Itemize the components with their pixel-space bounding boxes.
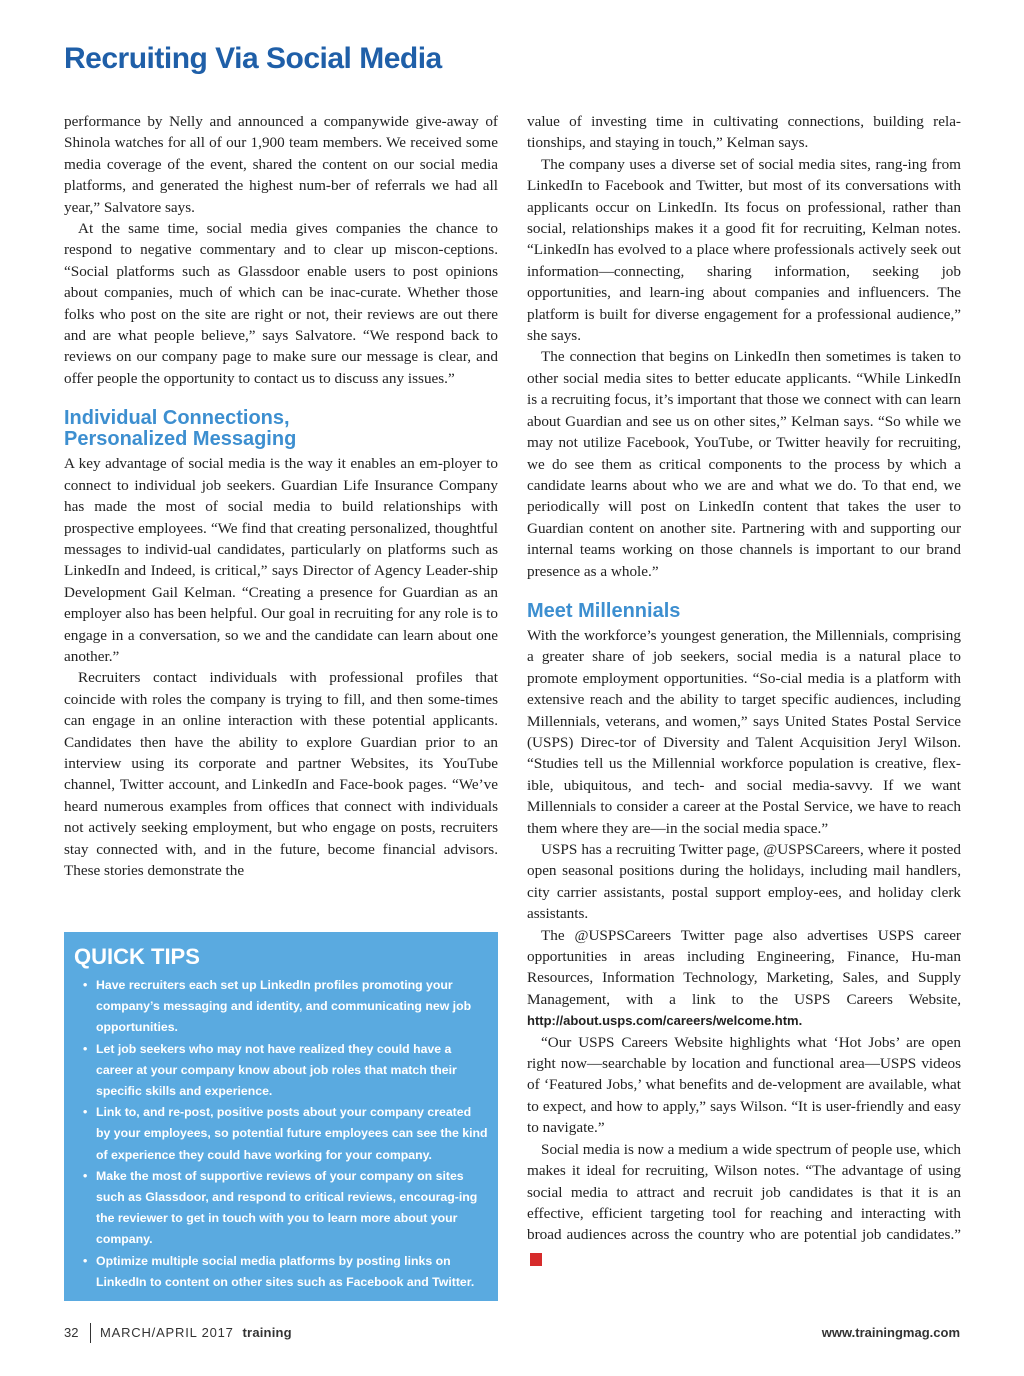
paragraph: “Our USPS Careers Website highlights what ‘Hot Jobs’ are open right now—searchable by location and functional area—USPS videos of ‘Featured Jobs,’ what benefits and de-velopment are available, what to expect, and how to apply,” says Wilson. “It is user-friendly and easy to navigate.” xyxy=(527,1033,961,1137)
paragraph xyxy=(527,1139,961,1267)
website-url[interactable]: www.trainingmag.com xyxy=(821,1325,960,1340)
paragraph: performance by Nelly and announced a companywide give-away of Shinola watches for all of our 1,900 team members. We received some media coverage of the event, shared the content on our social media platforms, and generated the highest num-ber of referrals we had all year,” Salvatore says. xyxy=(64,113,498,216)
paragraph-text: The @USPSCareers Twitter page also advertises USPS career opportunities in areas including Engineering, Finance, Hu-man Resources, Information Technology, Marketing, Sales, and Supply Management, with a link to the USPS Careers Website, xyxy=(527,926,961,1008)
right-column xyxy=(527,111,961,1267)
tip-item: • Optimize multiple social media platforms by posting links on LinkedIn to content on other sites such as Facebook and Twitter. xyxy=(74,1251,488,1293)
page-footer xyxy=(64,1325,960,1345)
tip-item: • Let job seekers who may not have realized they could have a career at your company know about job roles that match their specific skills and experience. xyxy=(74,1039,488,1103)
paragraph: The company uses a diverse set of social media sites, rang-ing from LinkedIn to Facebook and Twitter, but most of its conversations with applicants occur on LinkedIn. Its focus on professional, rather than social, relationships makes it a good fit for recruiting, Kelman notes. “LinkedIn has evolved to a place where professionals actively seek out information—connecting, sharing information, seeking job opportunities, and learn-ing about companies and influencers. The platform is built for diverse engagement for a professional audience,” she says. xyxy=(527,155,961,345)
footer-divider xyxy=(90,1323,91,1343)
quick-tips-title: QUICK TIPS xyxy=(74,944,200,969)
page-number: 32 xyxy=(64,1325,79,1340)
tip-item: • Make the most of supportive reviews of your company on sites such as Glassdoor, and respond to critical reviews, encourag-ing the reviewer to get in touch with you to learn more about your company. xyxy=(74,1166,488,1251)
paragraph: value of investing time in cultivating connections, building rela-tionships, and staying in touch,” Kelman says. xyxy=(527,113,961,152)
left-column xyxy=(64,111,498,881)
section-heading-meet-millennials: Meet Millennials xyxy=(527,599,681,622)
careers-link[interactable]: http://about.usps.com/careers/welcome.htm. xyxy=(527,1013,803,1029)
paragraph: The connection that begins on LinkedIn then sometimes is taken to other social media sites to better educate applicants. “While LinkedIn is a recruiting focus, it’s important that those we connect with can learn about Guardian and see us on other sites,” Kelman says. “So while we may not utilize Facebook, YouTube, or Twitter heavily for recruiting, we do see them as critical components to the process by which a candidate learns about who we are and what we do. To that end, we periodically will post on LinkedIn content that takes the user to Guardian content on another site. Partnering with and supporting our internal teams working on those channels is important to our brand presence as a whole.” xyxy=(527,348,961,580)
paragraph-text: Social media is now a medium a wide spectrum of people use, which makes it ideal for recruiting, Wilson notes. “The advantage of using social media to attract and recruit job candidates is that it is an effective, efficient targeting tool for reaching and interacting with broad audiences across the country who are potential job candidates.” xyxy=(527,1140,961,1244)
tip-item: • Link to, and re-post, positive posts about your company created by your employees, so potential future employees can see the kind of experience they could have working for your company. xyxy=(74,1102,488,1166)
quick-tips-list xyxy=(74,975,488,1293)
section-heading-individual-connections xyxy=(64,408,498,450)
page-title: Recruiting Via Social Media xyxy=(64,42,442,75)
magazine-name: training xyxy=(242,1325,292,1340)
training-end-mark-icon: t xyxy=(530,1253,542,1266)
heading-line: Personalized Messaging xyxy=(64,428,297,451)
heading-line: Individual Connections, xyxy=(64,407,290,430)
quick-tips-box xyxy=(64,932,498,1301)
paragraph: A key advantage of social media is the way it enables an em-ployer to connect to individual job seekers. Guardian Life Insurance Company has made the most of social media to build relationships with prospective employees. “We find that creating personalized, thoughtful messages to individ-ual candidates, particularly on platforms such as LinkedIn and Indeed, is critical,” says Director of Agency Leader-ship Development Gail Kelman. “Creating a presence for Guardian as an employer also has been helpful. Our goal in recruiting for any role is to engage in a conversation, so we and the candidate can learn about one another.” xyxy=(64,455,498,665)
paragraph: At the same time, social media gives companies the chance to respond to negative commentary and to clear up miscon-ceptions. “Social platforms such as Glassdoor enable users to post opinions about companies, much of which can be inac-curate. Whether those folks who post on the site are right or not, their reviews are out there and are what people believe,” says Salvatore. “We respond back to reviews on our company page to make sure our message is clear, and offer people the opportunity to contact us to discuss any issues.” xyxy=(64,220,498,387)
paragraph: Recruiters contact individuals with professional profiles that coincide with roles the company is trying to fill, and then some-times can engage in an online interaction with these potential applicants. Candidates then have the ability to explore Guardian prior to an interview using its corporate and partner Websites, its YouTube channel, Twitter account, and LinkedIn and Face-book pages. “We’ve heard numerous examples from offices that connect with individuals not actively seeking employment, but who engage on posts, recruiters stay connected with, and in the future, become financial advisors. These stories demonstrate the xyxy=(64,669,498,879)
issue-date-text: MARCH/APRIL 2017 xyxy=(100,1325,234,1340)
paragraph: With the workforce’s youngest generation, the Millennials, comprising a greater share of job seekers, social media is a natural place to promote employment opportunities. “So-cial media is a platform with extensive reach and the ability to target specific audiences, including Millennials, veterans, and women,” says United States Postal Service (USPS) Direc-tor of Diversity and Talent Acquisition Jeryl Wilson. “Studies tell us the Millennial workforce population is creative, flex-ible, ubiquitous, and tech- and social media-savvy. If we want Millennials to consider a career at the Postal Service, we have to reach them where they are—in the social media space.” xyxy=(527,626,961,837)
tip-item: • Have recruiters each set up LinkedIn profiles promoting your company’s messaging and identity, and communicating new job opportunities. xyxy=(74,975,488,1039)
issue-date xyxy=(100,1325,292,1340)
paragraph: USPS has a recruiting Twitter page, @USPSCareers, where it posted open seasonal positions during the holidays, including mail handlers, city carrier assistants, postal support employ-ees, and holiday clerk assistants. xyxy=(527,841,961,923)
paragraph xyxy=(527,925,961,1032)
